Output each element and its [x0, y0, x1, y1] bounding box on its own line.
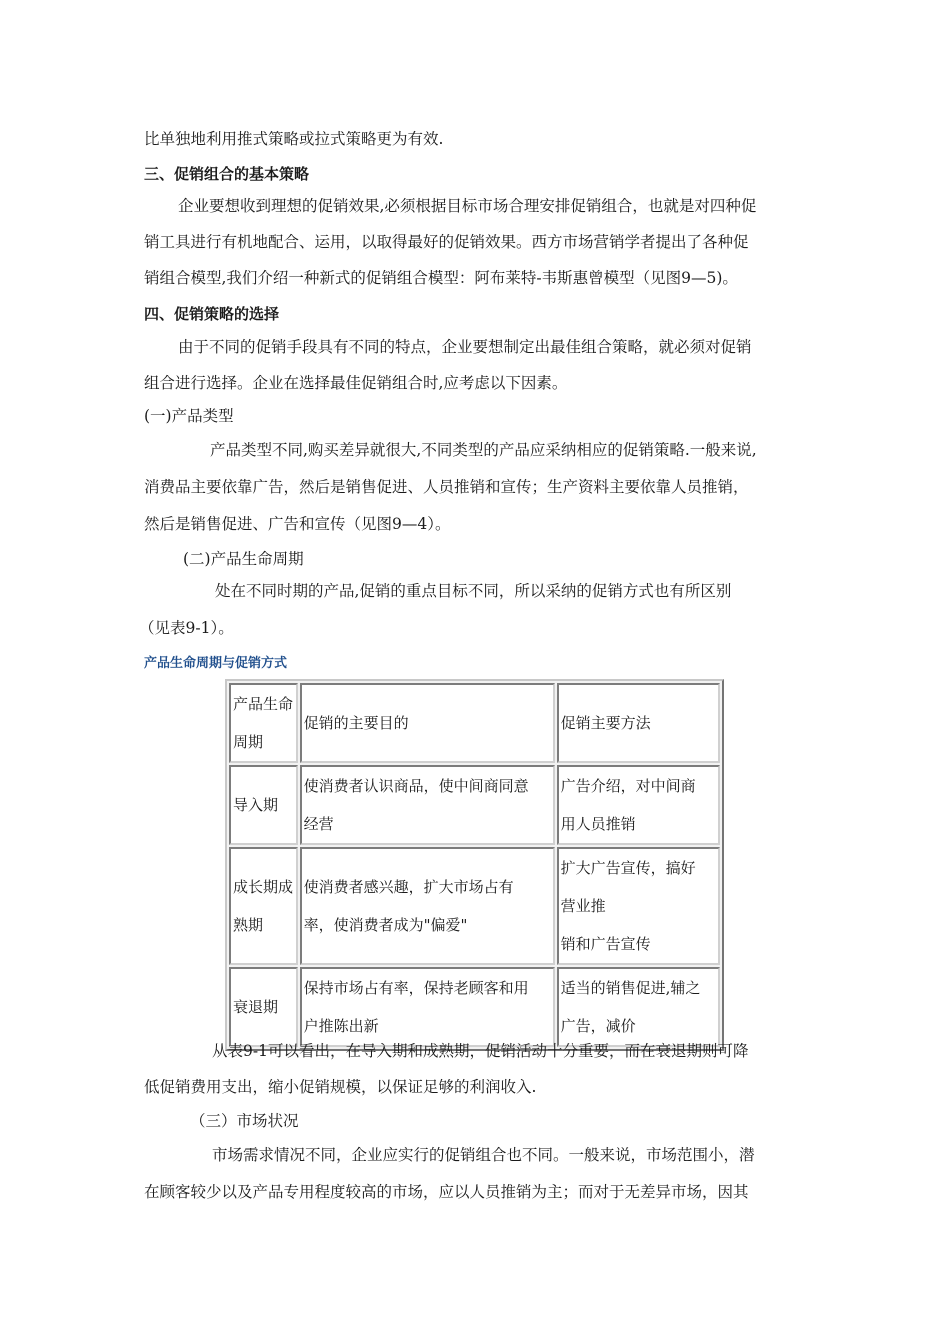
cell-line: 适当的销售促进,辅之 — [560, 979, 701, 997]
cell-line: 熟期 — [233, 916, 264, 934]
paragraph-line: 由于不同的促销手段具有不同的特点，企业要想制定出最佳组合策略，就必须对促销 — [178, 338, 752, 356]
cell-line: 率，使消费者成为"偏爱" — [303, 916, 468, 934]
cell-line: 扩大广告宣传，搞好 — [560, 859, 696, 877]
subsection-heading: （三）市场状况 — [190, 1112, 299, 1130]
cell-line: 广告介绍，对中间商 — [560, 777, 696, 795]
paragraph-line: 低促销费用支出，缩小促销规模，以保证足够的利润收入. — [144, 1078, 537, 1096]
subsection-heading: (二)产品生命周期 — [183, 550, 304, 568]
cell-line: 产品生命 — [233, 695, 294, 713]
paragraph-line: 在顾客较少以及产品专用程度较高的市场，应以人员推销为主；而对于无差异市场，因其 — [144, 1183, 749, 1201]
cell-line: 营业推 — [560, 897, 606, 915]
cell-line: 广告，减价 — [560, 1017, 636, 1035]
table-cell — [557, 765, 720, 845]
table-cell — [300, 765, 555, 845]
cell-line: 销和广告宣传 — [560, 935, 651, 953]
cell-line: 导入期 — [233, 796, 279, 814]
cell-line: 促销主要方法 — [560, 714, 651, 732]
paragraph-line: 市场需求情况不同，企业应实行的促销组合也不同。一般来说，市场范围小，潜 — [212, 1146, 755, 1164]
cell-line: 周期 — [233, 733, 264, 751]
cell-line: 经营 — [303, 815, 334, 833]
paragraph-line: 消费品主要依靠广告，然后是销售促进、人员推销和宣传；生产资料主要依靠人员推销， — [144, 478, 749, 496]
table-header-row — [229, 683, 720, 763]
table-caption: 产品生命周期与促销方式 — [144, 656, 288, 671]
paragraph-line: 然后是销售促进、广告和宣传（见图9—4）。 — [144, 515, 451, 533]
cell-line: 成长期成 — [233, 878, 294, 896]
table-cell — [229, 847, 298, 965]
paragraph-line: 产品类型不同,购买差异就很大,不同类型的产品应采纳相应的促销策略.一般来说, — [210, 441, 757, 459]
cell-line: 用人员推销 — [560, 815, 636, 833]
table-row — [229, 765, 720, 845]
section-heading: 三、促销组合的基本策略 — [144, 165, 310, 183]
table-header-cell — [229, 683, 298, 763]
table-cell — [300, 967, 555, 1047]
cell-line: 衰退期 — [233, 998, 279, 1016]
promotion-table — [225, 679, 724, 1051]
table-row — [229, 847, 720, 965]
section-heading: 四、促销策略的选择 — [144, 305, 280, 323]
paragraph-line: 比单独地利用推式策略或拉式策略更为有效. — [144, 130, 444, 148]
table-row — [229, 967, 720, 1047]
paragraph-line: 组合进行选择。企业在选择最佳促销组合时,应考虑以下因素。 — [144, 374, 568, 392]
cell-line: 使消费者感兴趣，扩大市场占有 — [303, 878, 514, 896]
paragraph-line: 处在不同时期的产品,促销的重点目标不同，所以采纳的促销方式也有所区别 — [215, 582, 732, 600]
paragraph-line: 从表9-1可以看出，在导入期和成熟期，促销活动十分重要，而在衰退期则可降 — [212, 1042, 749, 1060]
cell-line: 促销的主要目的 — [303, 714, 409, 732]
table-cell — [300, 847, 555, 965]
table-cell — [229, 967, 298, 1047]
table-cell — [229, 765, 298, 845]
paragraph-line: 销工具进行有机地配合、运用，以取得最好的促销效果。西方市场营销学者提出了各种促 — [144, 233, 749, 251]
paragraph-line: （见表9-1）。 — [139, 619, 234, 637]
table-header-cell — [557, 683, 720, 763]
table-cell — [557, 967, 720, 1047]
paragraph-line: 企业要想收到理想的促销效果,必须根据目标市场合理安排促销组合，也就是对四种促 — [178, 197, 757, 215]
cell-line: 保持市场占有率，保持老顾客和用 — [303, 979, 529, 997]
paragraph-line: 销组合模型,我们介绍一种新式的促销组合模型：阿布莱特-韦斯惠曾模型（见图9—5)。 — [144, 269, 738, 287]
table-header-cell — [300, 683, 555, 763]
table-cell — [557, 847, 720, 965]
subsection-heading: (一)产品类型 — [144, 407, 234, 425]
cell-line: 使消费者认识商品，使中间商同意 — [303, 777, 529, 795]
cell-line: 户推陈出新 — [303, 1017, 379, 1035]
